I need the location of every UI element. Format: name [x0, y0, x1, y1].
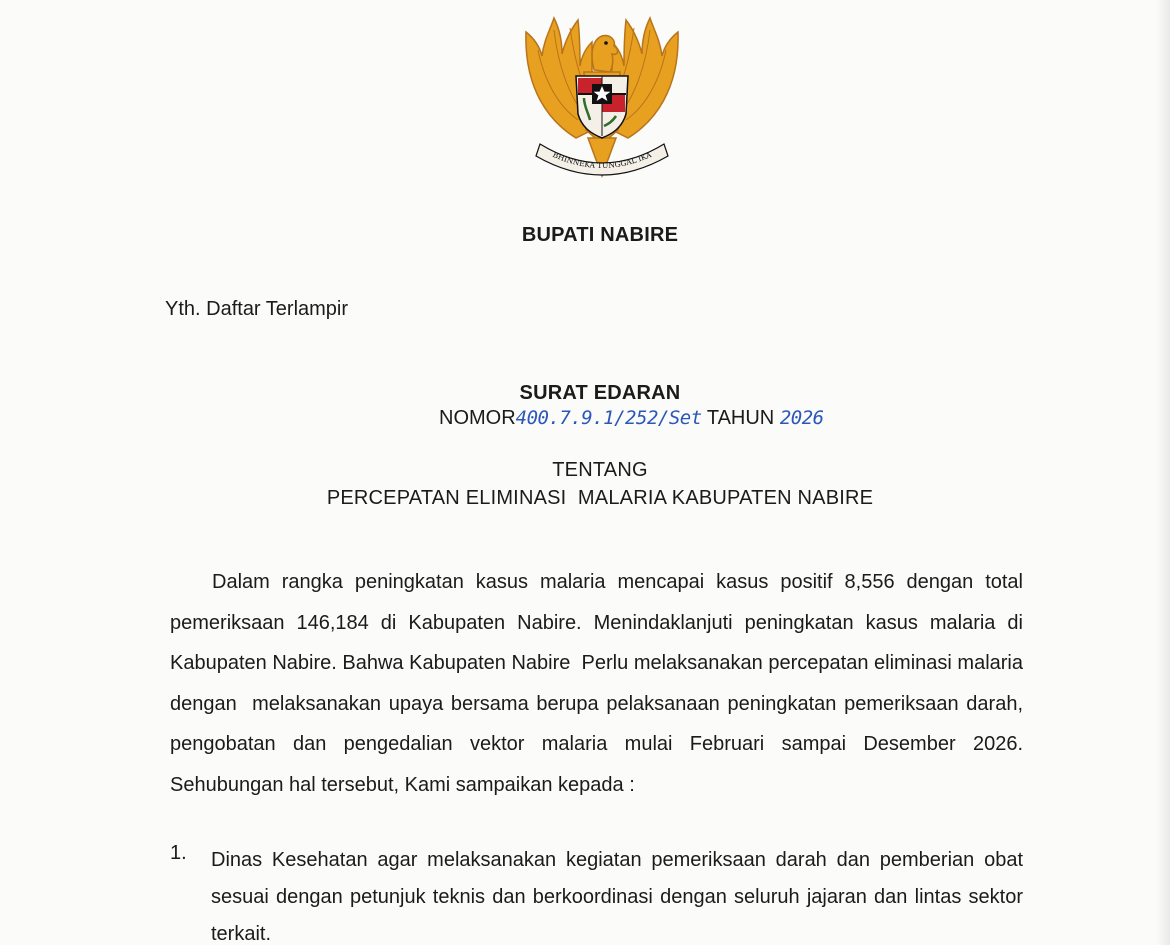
subject-text: PERCEPATAN ELIMINASI MALARIA KABUPATEN NABIRE	[326, 487, 874, 509]
letter-number-line	[439, 407, 824, 430]
list-item-text: Dinas Kesehatan agar melaksanakan kegiatan pemeriksaan darah dan pemberian obat sesuai dengan petunjuk teknis dan berkoordinasi dengan seluruh jajaran dan lintas sektor terkait.	[211, 849, 1023, 945]
list-item-number: 1.	[170, 842, 187, 864]
emblem-motto-text: BHINNEKA TUNGGAL IKA	[551, 149, 653, 171]
subject-label: TENTANG	[552, 459, 648, 481]
header-title: BUPATI NABIRE	[521, 224, 679, 246]
body-paragraph: Dalam rangka peningkatan kasus malaria mencapai kasus positif 8,556 dengan total pemeriksaan 146,184 di Kabupaten Nabire. Menindaklanjuti peningkatan kasus malaria di Kabupaten Nabire. Bahwa Kabupaten Nabire Perlu melaksanakan percepatan eliminasi malaria dengan melaksanakan upaya bersama berupa pelaksanaan peningkatan pemeriksaan darah, pengobatan dan pengedalian vektor malaria mulai Februari sampai Desember 2026. Sehubungan hal tersebut, Kami sampaikan kepada :	[170, 571, 1029, 796]
garuda-emblem-icon	[518, 10, 686, 188]
nomor-label: NOMOR	[439, 407, 516, 429]
tahun-value: 2026	[779, 407, 824, 429]
nomor-value: 400.7.9.1/252/Set	[515, 407, 702, 429]
letter-title: SURAT EDARAN	[519, 382, 681, 404]
tahun-label: TAHUN	[706, 407, 775, 429]
recipient-line: Yth. Daftar Terlampir	[165, 298, 349, 320]
